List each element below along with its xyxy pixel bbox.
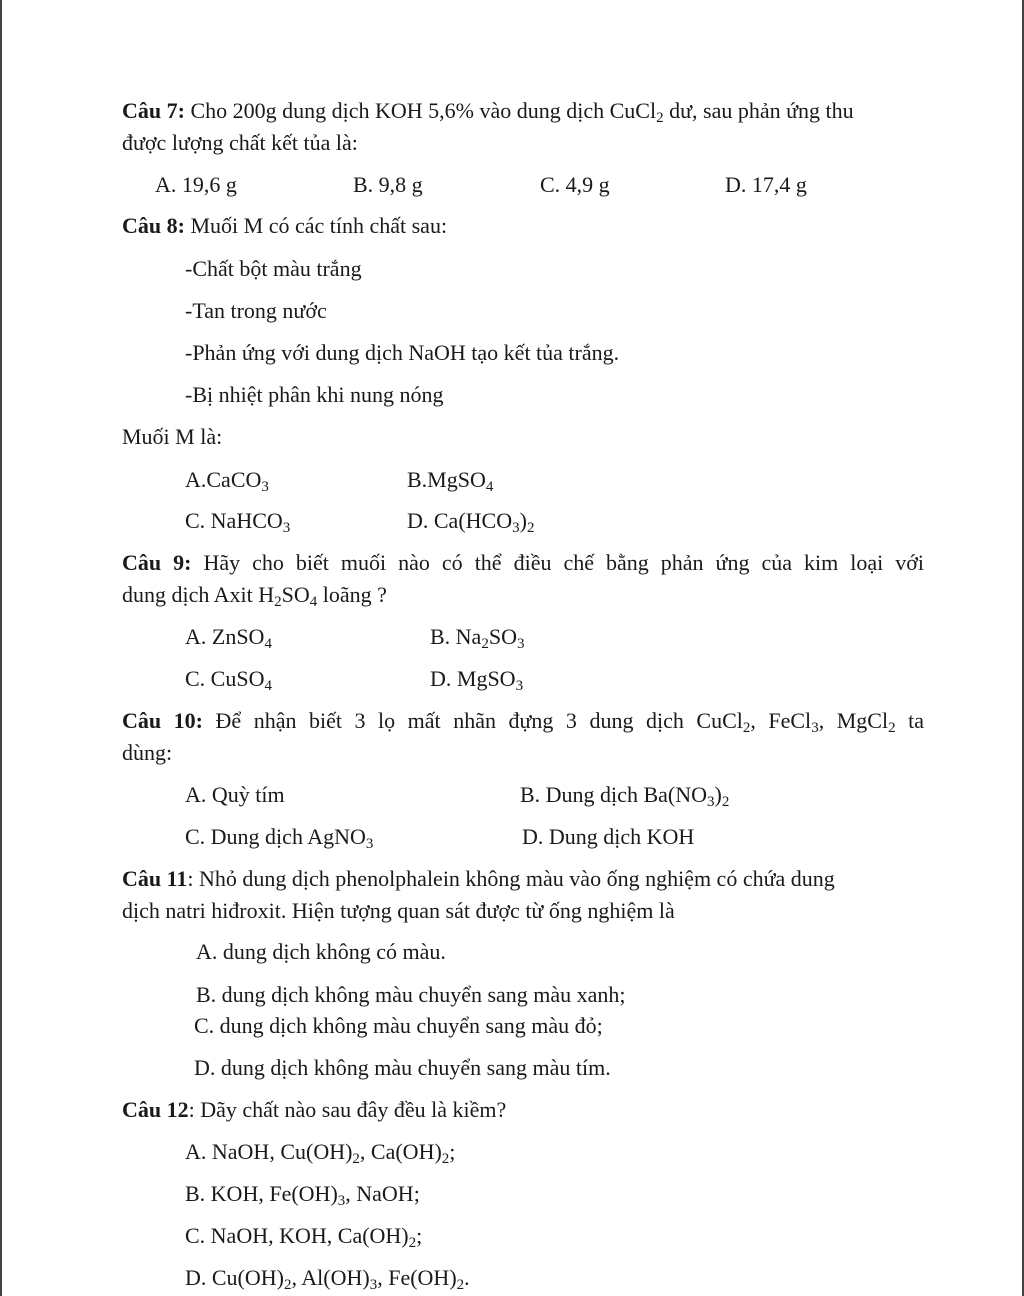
q7-option-b: B. 9,8 g (353, 172, 423, 197)
q11-stem-line1: Câu 11: Nhỏ dung dịch phenolphalein không màu vào ống nghiệm có chứa dung (122, 866, 835, 891)
q9-stem-line1: Câu 9: Hãy cho biết muối nào có thể điều chế bằng phản ứng của kim loại với (122, 550, 925, 575)
q9-option-d: D. MgSO$_3$ (430, 666, 524, 694)
q10-option-a: A. Quỳ tím (185, 782, 285, 807)
q10-option-b: B. Dung dịch $Ba(NO_3)_2$ (520, 782, 730, 810)
q11-option-c: C. dung dịch không màu chuyển sang màu đỏ; (194, 1013, 603, 1038)
q11-option-b: B. dung dịch không màu chuyển sang màu xanh; (196, 982, 626, 1007)
q8-property: -Tan trong nước (185, 298, 327, 323)
q12-stem: Câu 12: Dãy chất nào sau đây đều là kiềm? (122, 1097, 507, 1122)
q12-number: Câu 12 (122, 1097, 189, 1122)
q7-option-c: C. 4,9 g (540, 172, 610, 197)
q8-property: -Chất bột màu trắng (185, 256, 362, 281)
q12-option-c: C. NaOH, KOH, $Ca(OH)_2$; (185, 1223, 423, 1251)
q11-option-d: D. dung dịch không màu chuyển sang màu tím. (194, 1055, 611, 1080)
q9-option-b: B. $Na_2SO_3$ (430, 624, 525, 652)
q10-stem-line2: dùng: (122, 740, 173, 765)
q11-number: Câu 11 (122, 866, 188, 891)
q10-number: Câu 10: (122, 708, 203, 733)
q8-option-c: C. NaHCO$_3$ (185, 508, 291, 536)
q7-stem-line2: được lượng chất kết tủa là: (122, 130, 358, 155)
q10-option-d: D. Dung dịch KOH (522, 824, 695, 849)
q9-stem-line2: dung dịch Axit $H_2SO_4$ loãng ? (122, 582, 387, 610)
q7-stem-line1: Câu 7: Cho 200g dung dịch KOH 5,6% vào dung dịch CuCl$_2$ dư, sau phản ứng thu (122, 98, 854, 126)
q10-option-c: C. Dung dịch AgNO$_3$ (185, 824, 374, 852)
q12-option-d: D. $Cu(OH)_2$, $Al(OH)_3$, $Fe(OH)_2$. (185, 1265, 470, 1293)
q8-option-d: D. $Ca(HCO_3)_2$ (407, 508, 535, 536)
q8-number: Câu 8: (122, 213, 185, 238)
q7-option-a: A. 19,6 g (155, 172, 237, 197)
q10-stem-line1: Câu 10: Để nhận biết 3 lọ mất nhãn đựng 3 dung dịch CuCl$_2$, FeCl$_3$, MgCl$_2$ ta (122, 708, 924, 736)
q8-stem: Câu 8: Muối M có các tính chất sau: (122, 213, 448, 238)
q8-option-b: B.MgSO$_4$ (407, 467, 494, 495)
q12-option-a: A. NaOH, $Cu(OH)_2$, $Ca(OH)_2$; (185, 1139, 456, 1167)
q11-stem-line2: dịch natri hiđroxit. Hiện tượng quan sát được từ ống nghiệm là (122, 898, 675, 923)
q9-option-c: C. CuSO$_4$ (185, 666, 272, 694)
q8-property: -Bị nhiệt phân khi nung nóng (185, 382, 444, 407)
q8-property: -Phản ứng với dung dịch NaOH tạo kết tủa trắng. (185, 340, 620, 365)
q7-number: Câu 7: (122, 98, 185, 123)
q9-number: Câu 9: (122, 550, 192, 575)
q11-option-a: A. dung dịch không có màu. (196, 939, 446, 964)
q7-option-d: D. 17,4 g (725, 172, 807, 197)
q9-option-a: A. ZnSO$_4$ (185, 624, 272, 652)
q12-option-b: B. KOH, $Fe(OH)_3$, NaOH; (185, 1181, 420, 1209)
q8-option-a: A.CaCO$_3$ (185, 467, 269, 495)
q8-question: Muối M là: (122, 424, 223, 449)
page-border-left (0, 0, 2, 1296)
